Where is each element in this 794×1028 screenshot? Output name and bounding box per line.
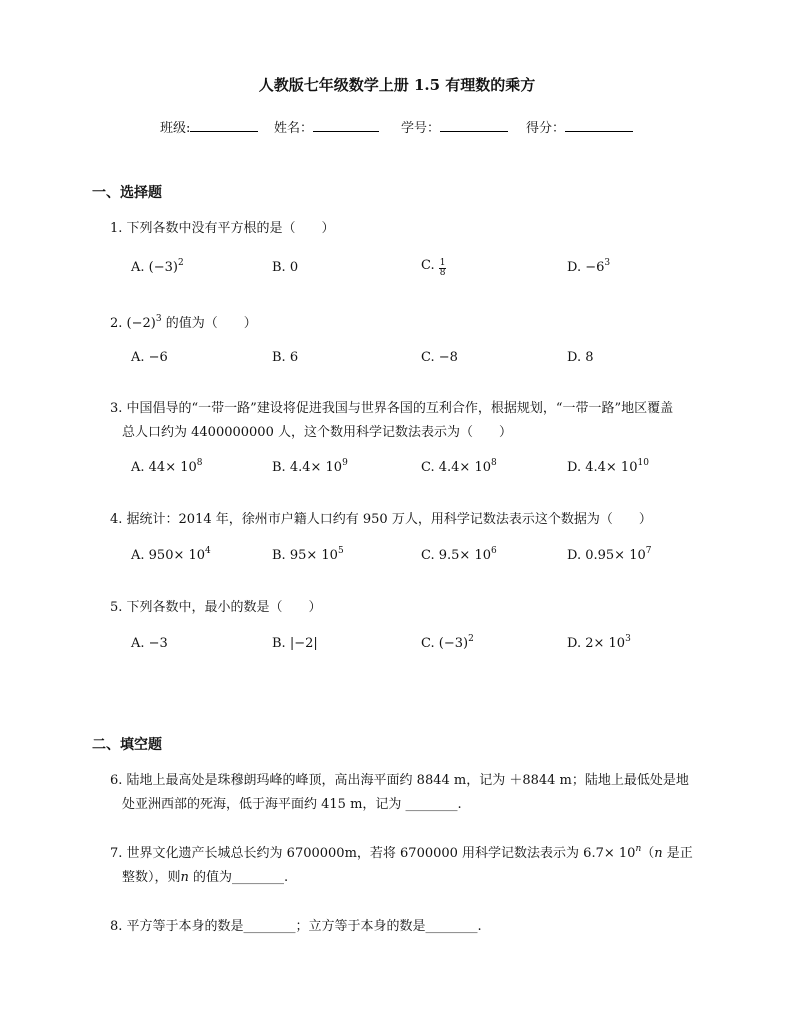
q4-option-b[interactable]: B. $95\times 10^5$ bbox=[272, 546, 344, 563]
question-6-line1: 6. 陆地上最高处是珠穆朗玛峰的峰顶，高出海平面约 8844 m，记为 ＋8844 m；陆地上最低处是地 bbox=[110, 773, 689, 788]
question-2-stem: 2. $(-2)^3$ 的值为（ ） bbox=[110, 314, 257, 331]
question-4-stem: 4. 据统计：2014 年，徐州市户籍人口约有 950 万人，用科学记数法表示这个数据为（ ） bbox=[110, 512, 652, 527]
q3-option-a[interactable]: A. $44\times 10^8$ bbox=[131, 458, 203, 475]
question-7-line2: 整数），则n 的值为________. bbox=[122, 870, 289, 885]
question-5-stem: 5. 下列各数中，最小的数是（ ） bbox=[110, 600, 322, 615]
name-blank[interactable] bbox=[313, 117, 379, 132]
q5-option-a[interactable]: A. −3 bbox=[131, 636, 168, 651]
question-6-line2: 处亚洲西部的死海，低于海平面约 415 m，记为 ________. bbox=[122, 797, 462, 812]
q1-option-c[interactable]: C. $\frac{1}{8}$ bbox=[421, 258, 446, 278]
section-fill-heading: 二、填空题 bbox=[92, 737, 162, 753]
name-field bbox=[274, 117, 379, 136]
q2-option-c[interactable]: C. −8 bbox=[421, 350, 458, 365]
class-field bbox=[160, 117, 258, 136]
q2-option-b[interactable]: B. 6 bbox=[272, 350, 299, 365]
id-blank[interactable] bbox=[440, 117, 508, 132]
q4-option-a[interactable]: A. $950\times 10^4$ bbox=[131, 546, 211, 563]
score-label: 得分： bbox=[526, 121, 566, 136]
q1-option-d[interactable]: D. $-6^3$ bbox=[567, 258, 611, 275]
question-3-stem-line2: 总人口约为 4400000000 人，这个数用科学记数法表示为（ ） bbox=[122, 425, 512, 440]
id-field bbox=[401, 117, 508, 136]
q2-option-a[interactable]: A. −6 bbox=[131, 350, 168, 365]
q3-option-d[interactable]: D. $4.4\times 10^{10}$ bbox=[567, 458, 649, 475]
q2-option-d[interactable]: D. 8 bbox=[567, 350, 594, 365]
q4-option-c[interactable]: C. $9.5\times 10^6$ bbox=[421, 546, 497, 563]
question-1-stem: 1. 下列各数中没有平方根的是（ ） bbox=[110, 221, 335, 236]
section-choice-heading: 一、选择题 bbox=[92, 185, 162, 201]
q5-option-d[interactable]: D. $2\times 10^3$ bbox=[567, 634, 631, 651]
question-7-line1: 7. 世界文化遗产长城总长约为 6700000m，若将 6700000 用科学记数法表示为 $6.7\times 10^n(n$ 是正 bbox=[110, 844, 693, 861]
q5-option-c[interactable]: C. $(-3)^2$ bbox=[421, 634, 474, 651]
q3-option-c[interactable]: C. $4.4\times 10^8$ bbox=[421, 458, 497, 475]
class-blank[interactable] bbox=[190, 117, 258, 132]
q5-option-b[interactable]: B. |−2| bbox=[272, 636, 318, 651]
score-blank[interactable] bbox=[565, 117, 633, 132]
question-8: 8. 平方等于本身的数是________；立方等于本身的数是________. bbox=[110, 919, 482, 934]
name-label: 姓名： bbox=[274, 121, 314, 136]
q4-option-d[interactable]: D. $0.95\times 10^7$ bbox=[567, 546, 652, 563]
q1-option-b[interactable]: B. 0 bbox=[272, 260, 299, 275]
class-label: 班级: bbox=[160, 121, 191, 136]
fraction: $\frac{1}{8}$ bbox=[439, 258, 446, 278]
score-field bbox=[526, 117, 633, 136]
id-label: 学号： bbox=[401, 121, 441, 136]
q3-option-b[interactable]: B. $4.4\times 10^9$ bbox=[272, 458, 348, 475]
question-3-stem-line1: 3. 中国倡导的“一带一路”建设将促进我国与世界各国的互利合作，根据规划，“一带一路”地区覆盖 bbox=[110, 401, 674, 416]
page-title: 人教版七年级数学上册 1.5 有理数的乘方 bbox=[258, 76, 536, 94]
q1-option-a[interactable]: A. $(-3)^2$ bbox=[131, 258, 184, 275]
